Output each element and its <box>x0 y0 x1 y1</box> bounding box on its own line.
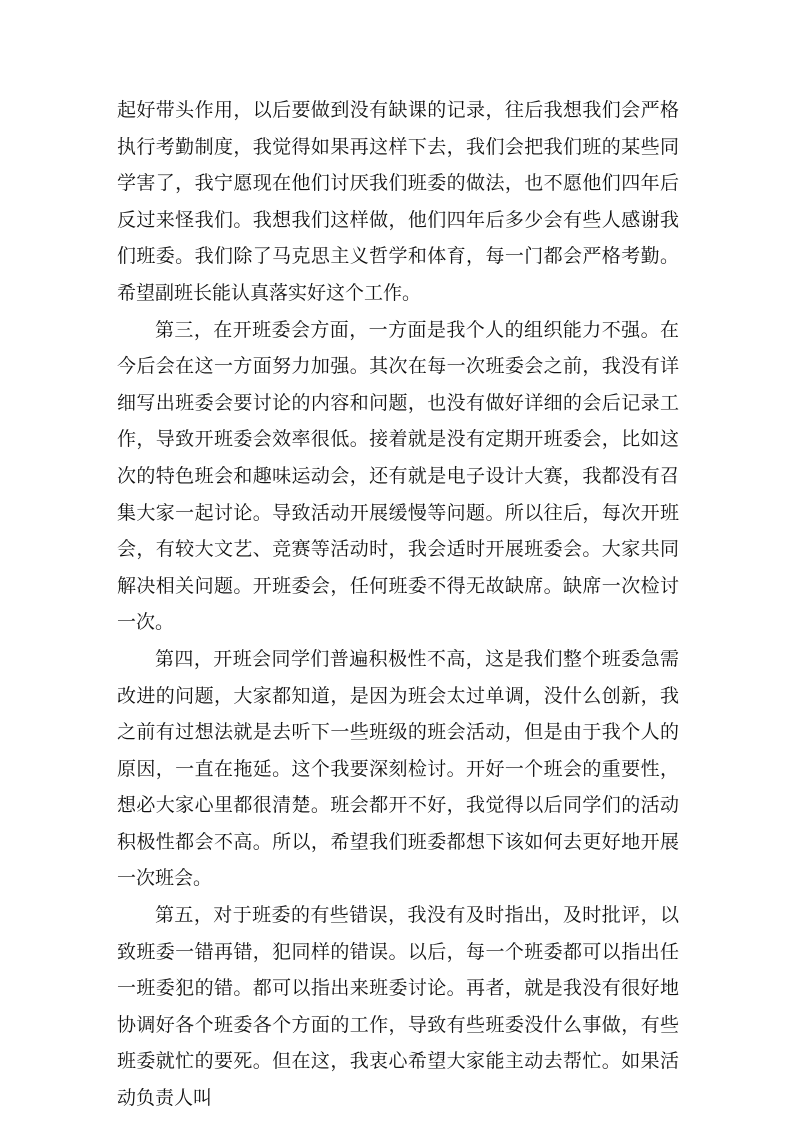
paragraph-fourth-point: 第四，开班会同学们普遍积极性不高，这是我们整个班委急需改进的问题，大家都知道，是因为班会太过单调，没什么创新，我之前有过想法就是去听下一些班级的班会活动，但是由于我个人的原因，一直在拖延。这个我要深刻检讨。开好一个班会的重要性，想必大家心里都很清楚。班会都开不好，我觉得以后同学们的活动积极性都会不高。所以，希望我们班委都想下该如何去更好地开展一次班会。 <box>117 647 679 890</box>
paragraph-fifth-point: 第五，对于班委的有些错误，我没有及时指出，及时批评，以致班委一错再错，犯同样的错误。以后，每一个班委都可以指出任一班委犯的错。都可以指出来班委讨论。再者，就是我没有很好地协调好各个班委各个方面的工作，导致有些班委没什么事做，有些班委就忙的要死。但在这，我衷心希望大家能主动去帮忙。如果活动负责人叫 <box>117 904 679 1110</box>
paragraph-third-point: 第三，在开班委会方面，一方面是我个人的组织能力不强。在今后会在这一方面努力加强。其次在每一次班委会之前，我没有详细写出班委会要讨论的内容和问题，也没有做好详细的会后记录工作，导致开班委会效率很低。接着就是没有定期开班委会，比如这次的特色班会和趣味运动会，还有就是电子设计大赛，我都没有召集大家一起讨论。导致活动开展缓慢等问题。所以往后，每次开班会，有较大文艺、竞赛等活动时，我会适时开展班委会。大家共同解决相关问题。开班委会，任何班委不得无故缺席。缺席一次检讨一次。 <box>117 318 679 634</box>
document-body <box>117 92 679 1117</box>
paragraph-attendance: 起好带头作用，以后要做到没有缺课的记录，往后我想我们会严格执行考勤制度，我觉得如果再这样下去，我们会把我们班的某些同学害了，我宁愿现在他们讨厌我们班委的做法，也不愿他们四年后反过来怪我们。我想我们这样做，他们四年后多少会有些人感谢我们班委。我们除了马克思主义哲学和体育，每一门都会严格考勤。希望副班长能认真落实好这个工作。 <box>117 99 679 304</box>
